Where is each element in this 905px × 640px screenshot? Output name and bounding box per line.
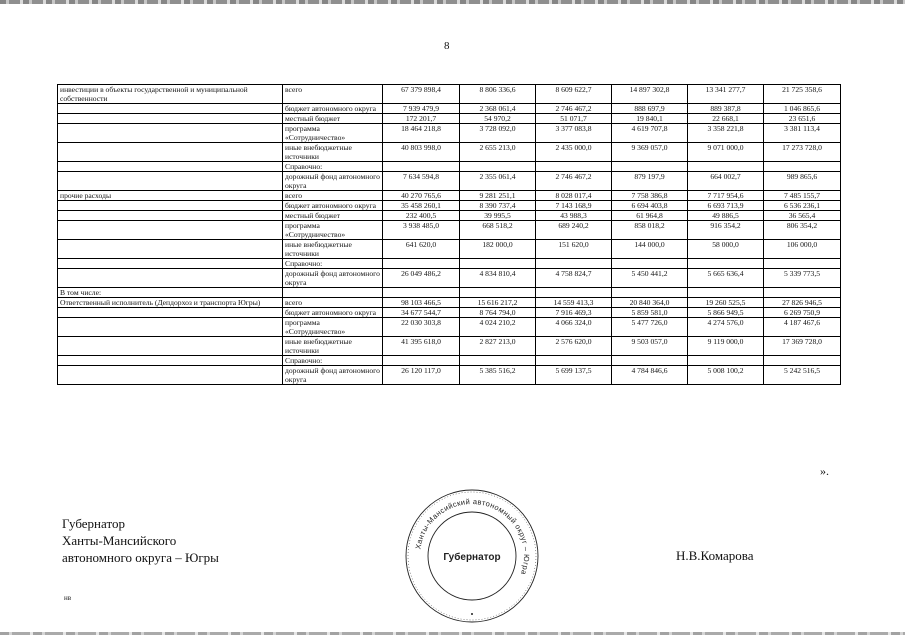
- amount-cell: 1 046 865,6: [764, 104, 841, 114]
- amount-cell: 5 242 516,5: [764, 366, 841, 385]
- amount-cell: 4 187 467,6: [764, 318, 841, 337]
- amount-cell: 27 826 946,5: [764, 298, 841, 308]
- table-row: [58, 308, 841, 318]
- amount-cell: 36 565,4: [764, 211, 841, 221]
- row-label: [58, 172, 283, 191]
- table-row: [58, 298, 841, 308]
- amount-cell: [764, 288, 841, 298]
- amount-cell: 8 806 336,6: [460, 85, 536, 104]
- amount-cell: 2 827 213,0: [460, 337, 536, 356]
- amount-cell: 54 970,2: [460, 114, 536, 124]
- table-row: [58, 318, 841, 337]
- official-seal: [404, 488, 540, 624]
- amount-cell: 7 758 386,8: [612, 191, 688, 201]
- amount-cell: [688, 162, 764, 172]
- amount-cell: 9 119 000,0: [688, 337, 764, 356]
- amount-cell: [460, 162, 536, 172]
- amount-cell: 17 273 728,0: [764, 143, 841, 162]
- amount-cell: 8 609 622,7: [536, 85, 612, 104]
- funding-source: местный бюджет: [283, 114, 383, 124]
- amount-cell: 13 341 277,7: [688, 85, 764, 104]
- funding-source: бюджет автономного округа: [283, 104, 383, 114]
- amount-cell: 41 395 618,0: [383, 337, 460, 356]
- signer-name: Н.В.Комарова: [676, 548, 754, 563]
- funding-source: [283, 288, 383, 298]
- amount-cell: 9 071 000,0: [688, 143, 764, 162]
- amount-cell: [460, 259, 536, 269]
- table-row: [58, 85, 841, 104]
- amount-cell: 5 866 949,5: [688, 308, 764, 318]
- amount-cell: 7 916 469,3: [536, 308, 612, 318]
- row-label: В том числе:: [58, 288, 283, 298]
- signer-title-line: Губернатор: [62, 516, 125, 531]
- amount-cell: [536, 356, 612, 366]
- amount-cell: 43 988,3: [536, 211, 612, 221]
- amount-cell: 4 274 576,0: [688, 318, 764, 337]
- amount-cell: 20 840 364,0: [612, 298, 688, 308]
- signer-title: [62, 515, 219, 566]
- amount-cell: [764, 162, 841, 172]
- amount-cell: [688, 259, 764, 269]
- amount-cell: 7 717 954,6: [688, 191, 764, 201]
- scan-edge-top: [0, 0, 905, 4]
- funding-source: дорожный фонд автономного округа: [283, 366, 383, 385]
- funding-source: дорожный фонд автономного округа: [283, 269, 383, 288]
- amount-cell: 26 049 486,2: [383, 269, 460, 288]
- amount-cell: [383, 259, 460, 269]
- funding-source: иные внебюджетные источники: [283, 337, 383, 356]
- amount-cell: 67 379 898,4: [383, 85, 460, 104]
- amount-cell: 19 260 525,5: [688, 298, 764, 308]
- funding-source: иные внебюджетные источники: [283, 143, 383, 162]
- amount-cell: 8 028 017,4: [536, 191, 612, 201]
- amount-cell: 5 859 581,0: [612, 308, 688, 318]
- amount-cell: 8 764 794,0: [460, 308, 536, 318]
- budget-table: [57, 84, 841, 385]
- amount-cell: 2 655 213,0: [460, 143, 536, 162]
- row-label: [58, 162, 283, 172]
- amount-cell: 2 435 000,0: [536, 143, 612, 162]
- row-label: [58, 308, 283, 318]
- row-label: [58, 201, 283, 211]
- page-number: 8: [444, 40, 450, 52]
- amount-cell: 35 458 260,1: [383, 201, 460, 211]
- row-label: [58, 318, 283, 337]
- amount-cell: 19 840,1: [612, 114, 688, 124]
- funding-source: всего: [283, 191, 383, 201]
- amount-cell: 5 008 100,2: [688, 366, 764, 385]
- amount-cell: [688, 356, 764, 366]
- funding-source: бюджет автономного округа: [283, 308, 383, 318]
- amount-cell: 689 240,2: [536, 221, 612, 240]
- amount-cell: 15 616 217,2: [460, 298, 536, 308]
- amount-cell: 5 450 441,2: [612, 269, 688, 288]
- signer-title-line: Ханты-Мансийского: [62, 533, 177, 548]
- amount-cell: 22 030 303,8: [383, 318, 460, 337]
- funding-source: дорожный фонд автономного округа: [283, 172, 383, 191]
- amount-cell: 7 485 155,7: [764, 191, 841, 201]
- amount-cell: 23 651,6: [764, 114, 841, 124]
- amount-cell: 51 071,7: [536, 114, 612, 124]
- amount-cell: 3 381 113,4: [764, 124, 841, 143]
- amount-cell: 40 270 765,6: [383, 191, 460, 201]
- amount-cell: 6 269 750,9: [764, 308, 841, 318]
- row-label: [58, 337, 283, 356]
- amount-cell: 989 865,6: [764, 172, 841, 191]
- funding-source: программа «Сотрудничество»: [283, 124, 383, 143]
- row-label: [58, 366, 283, 385]
- row-label: [58, 114, 283, 124]
- amount-cell: 2 746 467,2: [536, 104, 612, 114]
- amount-cell: 3 728 092,0: [460, 124, 536, 143]
- amount-cell: [383, 288, 460, 298]
- amount-cell: 21 725 358,6: [764, 85, 841, 104]
- table-row: [58, 337, 841, 356]
- amount-cell: 2 368 061,4: [460, 104, 536, 114]
- amount-cell: [612, 259, 688, 269]
- row-label: [58, 143, 283, 162]
- amount-cell: 4 834 810,4: [460, 269, 536, 288]
- amount-cell: 3 358 221,8: [688, 124, 764, 143]
- amount-cell: [536, 259, 612, 269]
- row-label: [58, 124, 283, 143]
- amount-cell: 172 201,7: [383, 114, 460, 124]
- amount-cell: 5 339 773,5: [764, 269, 841, 288]
- funding-source: местный бюджет: [283, 211, 383, 221]
- amount-cell: 40 803 998,0: [383, 143, 460, 162]
- row-label: [58, 211, 283, 221]
- table-row: [58, 221, 841, 240]
- row-label: инвестиции в объекты государственной и муниципальной собственности: [58, 85, 283, 104]
- amount-cell: 9 369 057,0: [612, 143, 688, 162]
- amount-cell: 4 619 707,8: [612, 124, 688, 143]
- table-row: [58, 124, 841, 143]
- table-row: [58, 104, 841, 114]
- seal-ring-text: Ханты-Мансийский автономный округ – Югра: [413, 496, 532, 577]
- amount-cell: 3 938 485,0: [383, 221, 460, 240]
- amount-cell: 4 066 324,0: [536, 318, 612, 337]
- amount-cell: 806 354,2: [764, 221, 841, 240]
- amount-cell: 858 018,2: [612, 221, 688, 240]
- funding-source: программа «Сотрудничество»: [283, 318, 383, 337]
- row-label: [58, 259, 283, 269]
- table-row: [58, 269, 841, 288]
- amount-cell: [536, 162, 612, 172]
- amount-cell: 5 385 516,2: [460, 366, 536, 385]
- amount-cell: 232 400,5: [383, 211, 460, 221]
- amount-cell: 4 024 210,2: [460, 318, 536, 337]
- amount-cell: 7 634 594,8: [383, 172, 460, 191]
- table-row: [58, 366, 841, 385]
- funding-source: Справочно:: [283, 259, 383, 269]
- row-label: [58, 104, 283, 114]
- funding-source: бюджет автономного округа: [283, 201, 383, 211]
- amount-cell: 641 620,0: [383, 240, 460, 259]
- amount-cell: 39 995,5: [460, 211, 536, 221]
- table-row: [58, 201, 841, 211]
- amount-cell: 6 694 403,8: [612, 201, 688, 211]
- amount-cell: 8 390 737,4: [460, 201, 536, 211]
- amount-cell: [460, 288, 536, 298]
- amount-cell: [460, 356, 536, 366]
- amount-cell: 9 503 057,0: [612, 337, 688, 356]
- amount-cell: 4 784 846,6: [612, 366, 688, 385]
- table-row: [58, 114, 841, 124]
- amount-cell: 879 197,9: [612, 172, 688, 191]
- funding-source: Справочно:: [283, 162, 383, 172]
- amount-cell: 61 964,8: [612, 211, 688, 221]
- amount-cell: [383, 162, 460, 172]
- row-label: прочие расходы: [58, 191, 283, 201]
- amount-cell: 888 697,9: [612, 104, 688, 114]
- table-row: [58, 143, 841, 162]
- table-row: [58, 211, 841, 221]
- amount-cell: 22 668,1: [688, 114, 764, 124]
- amount-cell: [764, 259, 841, 269]
- amount-cell: 5 699 137,5: [536, 366, 612, 385]
- amount-cell: 58 000,0: [688, 240, 764, 259]
- amount-cell: [688, 288, 764, 298]
- amount-cell: 5 665 636,4: [688, 269, 764, 288]
- amount-cell: [383, 356, 460, 366]
- amount-cell: [764, 356, 841, 366]
- amount-cell: [536, 288, 612, 298]
- amount-cell: 14 897 302,8: [612, 85, 688, 104]
- amount-cell: 5 477 726,0: [612, 318, 688, 337]
- amount-cell: [612, 356, 688, 366]
- funding-source: Справочно:: [283, 356, 383, 366]
- seal-center-text: Губернатор: [443, 552, 501, 563]
- funding-source: иные внебюджетные источники: [283, 240, 383, 259]
- row-label: [58, 356, 283, 366]
- amount-cell: 34 677 544,7: [383, 308, 460, 318]
- closing-quote: ».: [820, 464, 829, 478]
- amount-cell: 3 377 083,8: [536, 124, 612, 143]
- amount-cell: 2 576 620,0: [536, 337, 612, 356]
- amount-cell: 889 387,8: [688, 104, 764, 114]
- amount-cell: 7 143 168,9: [536, 201, 612, 211]
- table-row: [58, 356, 841, 366]
- table-row: [58, 162, 841, 172]
- amount-cell: 2 746 467,2: [536, 172, 612, 191]
- row-label: [58, 269, 283, 288]
- funding-source: программа «Сотрудничество»: [283, 221, 383, 240]
- row-label: Ответственный исполнитель (Депдорхоз и транспорта Югры): [58, 298, 283, 308]
- amount-cell: 17 369 728,0: [764, 337, 841, 356]
- author-initials: нв: [64, 594, 72, 602]
- amount-cell: 144 000,0: [612, 240, 688, 259]
- table-row: [58, 259, 841, 269]
- amount-cell: 151 620,0: [536, 240, 612, 259]
- amount-cell: 6 693 713,9: [688, 201, 764, 211]
- amount-cell: 26 120 117,0: [383, 366, 460, 385]
- amount-cell: 182 000,0: [460, 240, 536, 259]
- amount-cell: 18 464 218,8: [383, 124, 460, 143]
- amount-cell: 49 886,5: [688, 211, 764, 221]
- amount-cell: 668 518,2: [460, 221, 536, 240]
- table-row: [58, 240, 841, 259]
- amount-cell: 9 281 251,1: [460, 191, 536, 201]
- funding-source: всего: [283, 298, 383, 308]
- row-label: [58, 221, 283, 240]
- amount-cell: 14 559 413,3: [536, 298, 612, 308]
- amount-cell: [612, 288, 688, 298]
- amount-cell: 2 355 061,4: [460, 172, 536, 191]
- signer-title-line: автономного округа – Югры: [62, 550, 219, 565]
- scan-edge-bottom: [0, 632, 905, 635]
- amount-cell: 7 939 479,9: [383, 104, 460, 114]
- amount-cell: 4 758 824,7: [536, 269, 612, 288]
- amount-cell: 106 000,0: [764, 240, 841, 259]
- amount-cell: 916 354,2: [688, 221, 764, 240]
- amount-cell: 98 103 466,5: [383, 298, 460, 308]
- amount-cell: 6 536 236,1: [764, 201, 841, 211]
- table-row: [58, 172, 841, 191]
- funding-source: всего: [283, 85, 383, 104]
- table-row: [58, 191, 841, 201]
- table-row: [58, 288, 841, 298]
- row-label: [58, 240, 283, 259]
- amount-cell: [612, 162, 688, 172]
- amount-cell: 664 002,7: [688, 172, 764, 191]
- svg-text:Ханты-Мансийский автономный ок: [413, 497, 531, 577]
